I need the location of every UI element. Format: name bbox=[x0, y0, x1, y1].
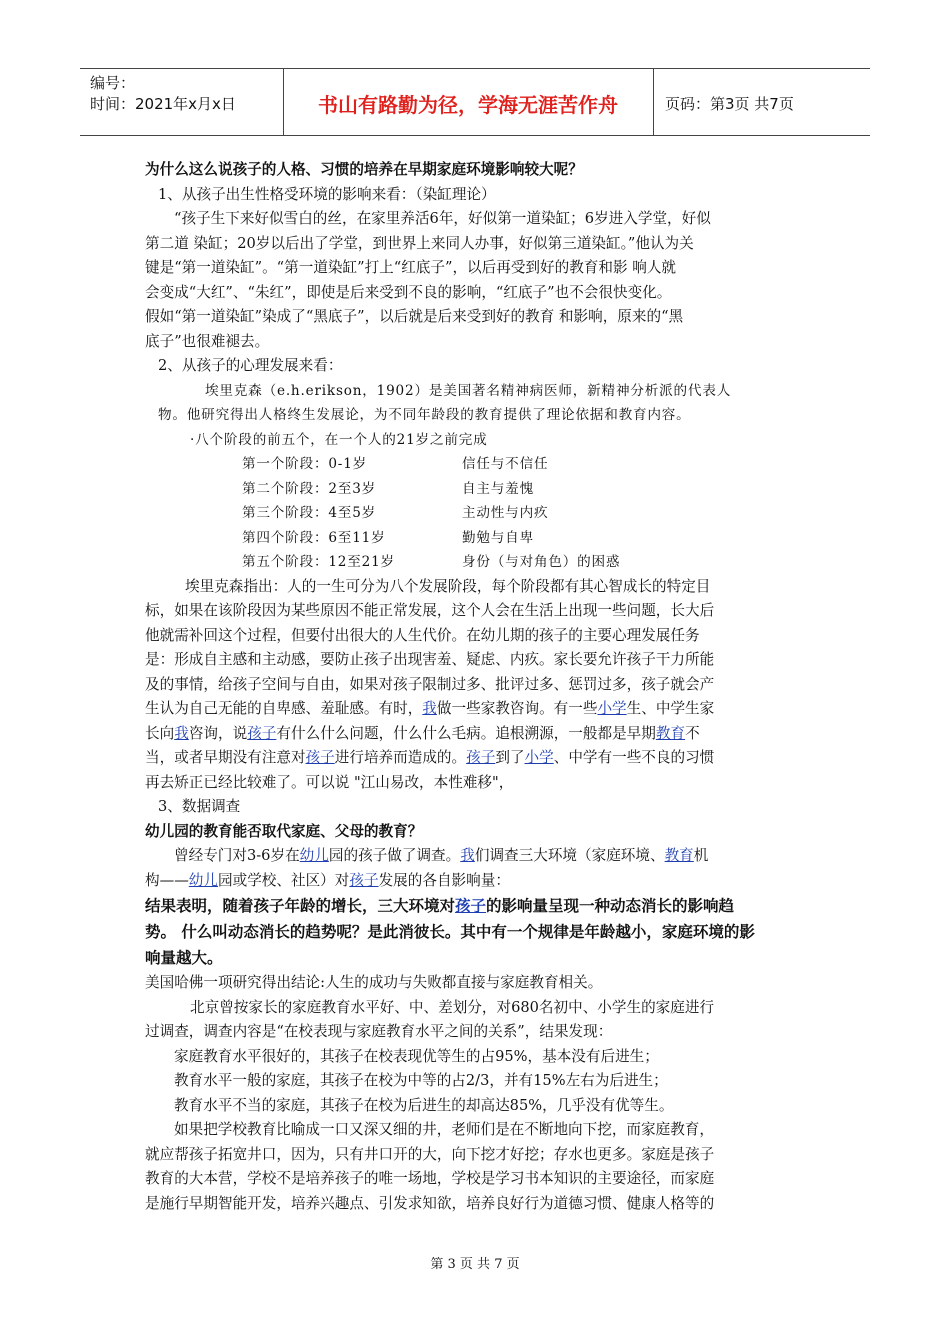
text-run: 园或学校、社区）对 bbox=[218, 871, 350, 889]
paragraph-line bbox=[145, 869, 810, 894]
link-youer[interactable]: 幼儿 bbox=[188, 871, 218, 889]
link-haizi[interactable]: 孩子 bbox=[247, 724, 277, 742]
paragraph-line bbox=[145, 746, 810, 771]
stage-desc: 主动性与内疚 bbox=[462, 505, 549, 521]
link-jiaoyu[interactable]: 教育 bbox=[655, 724, 686, 742]
paragraph-line: “孩子生下来好似雪白的丝，在家里养活6年，好似第一道染缸；6岁进入学堂，好似 bbox=[174, 210, 711, 227]
paragraph-line: 物。他研究得出人格终生发展论，为不同年龄段的教育提供了理论依据和教育内容。 bbox=[158, 407, 691, 423]
stage-label: 第二个阶段：2至3岁 bbox=[242, 480, 377, 497]
text-run: 发展的各自影响量： bbox=[378, 871, 510, 889]
paragraph-line: 会变成“大红”、“朱红”，即使是后来受到不良的影响，“红底子”也不会很快变化。 bbox=[145, 283, 672, 301]
paragraph-line: 假如“第一道染缸”染成了“黑底子”，以后就是后来受到好的教育 和影响，原来的“黑 bbox=[145, 308, 684, 325]
text-run: 园的孩子做了调查。 bbox=[328, 847, 461, 864]
link-wo[interactable]: 我 bbox=[422, 700, 437, 717]
stage-label: 第一个阶段：0-1岁 bbox=[242, 456, 368, 472]
paragraph-line bbox=[145, 844, 810, 869]
paragraph-line: 键是“第一道染缸”。“第一道染缸”打上“红底子”，以后再受到好的教育和影 响人就 bbox=[145, 259, 677, 276]
point-heading: 3、数据调查 bbox=[158, 798, 241, 815]
stage-desc: 勤勉与自卑 bbox=[462, 529, 534, 546]
stage-desc: 自主与羞愧 bbox=[462, 480, 534, 497]
link-wo[interactable]: 我 bbox=[174, 724, 189, 742]
section-question: 为什么这么说孩子的人格、习惯的培养在早期家庭环境影响较大呢？ bbox=[145, 161, 583, 178]
page-footer: 第 3 页 共 7 页 bbox=[430, 1257, 520, 1272]
text-run: 做一些家教咨询。有一些 bbox=[436, 700, 598, 717]
paragraph-line: 北京曾按家长的家庭教育水平好、中、差划分，对680名初中、小学生的家庭进行 bbox=[190, 998, 715, 1016]
stage-label: 第三个阶段：4至5岁 bbox=[242, 505, 377, 521]
paragraph-line: 第二道 染缸；20岁以后出了学堂，到世界上来同人办事，好似第三道染缸。”他认为关 bbox=[145, 234, 694, 252]
paragraph-line: 是施行早期智能开发，培养兴趣点、引发求知欲，培养良好行为道德习惯、健康人格等的 bbox=[145, 1194, 715, 1212]
text-run: 当，或者早期没有注意对 bbox=[145, 749, 306, 766]
section-question: 幼儿园的教育能否取代家庭、父母的教育？ bbox=[145, 822, 423, 840]
result-line bbox=[145, 893, 810, 919]
result-line: 响量越大。 bbox=[145, 949, 223, 967]
stage-row bbox=[145, 477, 810, 502]
text-run: 有什么什么问题，什么什么毛病。追根溯源，一般都是早期 bbox=[276, 724, 656, 742]
text-run: 生认为自己无能的自卑感、羞耻感。有时， bbox=[145, 700, 423, 717]
text-run: 咨询，说 bbox=[188, 724, 248, 742]
header-motto: 书山有路勤为径，学海无涯苦作舟 bbox=[318, 93, 618, 117]
link-haizi[interactable]: 孩子 bbox=[349, 871, 379, 889]
link-haizi[interactable]: 孩子 bbox=[466, 749, 496, 766]
paragraph-line: 及的事情，给孩子空间与自由，如果对孩子限制过多、批评过多、惩罚过多，孩子就会产 bbox=[145, 675, 715, 693]
link-haizi[interactable]: 孩子 bbox=[305, 749, 335, 766]
text-run: 构—— bbox=[145, 871, 189, 889]
paragraph-line: 就应帮孩子拓宽井口，因为，只有井口开的大，向下挖才好挖；存水也更多。家庭是孩子 bbox=[145, 1145, 715, 1163]
header-page-info: 页码：第3页 共7页 bbox=[665, 95, 794, 113]
paragraph-line: 如果把学校教育比喻成一口又深又细的井，老师们是在不断地向下挖，而家庭教育， bbox=[174, 1121, 714, 1138]
paragraph-line: 再去矫正已经比较难了。可以说 "江山易改，本性难移"， bbox=[145, 773, 514, 791]
link-jiaoyu[interactable]: 教育 bbox=[664, 847, 694, 864]
text-run: 长向 bbox=[145, 724, 175, 742]
text-run: 进行培养而造成的。 bbox=[334, 749, 467, 766]
paragraph-line: 埃里克森（e.h.erikson，1902）是美国著名精神病医师，新精神分析派的代表人 bbox=[205, 382, 732, 399]
stage-desc: 身份（与对角色）的困惑 bbox=[462, 554, 621, 570]
text-run: 们调查三大环境（家庭环境、 bbox=[474, 847, 665, 864]
document-date: 时间：2021年x月x日 bbox=[90, 95, 236, 113]
result-item: 家庭教育水平很好的，其孩子在校表现优等生的占95%，基本没有后进生； bbox=[174, 1047, 659, 1065]
text-run: 生、中学生家 bbox=[626, 700, 715, 717]
text-run: 不 bbox=[685, 724, 700, 742]
link-youer[interactable]: 幼儿 bbox=[299, 847, 329, 864]
paragraph-line bbox=[145, 697, 810, 722]
stage-row bbox=[145, 526, 810, 551]
point-heading: 2、从孩子的心理发展来看： bbox=[158, 357, 343, 374]
paragraph-line: 过调查，调查内容是“在校表现与家庭教育水平之间的关系”，结果发现： bbox=[145, 1023, 613, 1040]
stage-intro: ·八个阶段的前五个，在一个人的21岁之前完成 bbox=[190, 431, 488, 448]
text-run: 的影响量呈现一种动态消长的影响趋 bbox=[486, 897, 735, 915]
link-wo[interactable]: 我 bbox=[460, 847, 475, 864]
paragraph-line: 标，如果在该阶段因为某些原因不能正常发展，这个人会在生活上出现一些问题，长大后 bbox=[145, 602, 715, 619]
text-run: 到了 bbox=[495, 749, 525, 766]
link-haizi[interactable]: 孩子 bbox=[455, 897, 487, 915]
paragraph-line: 美国哈佛一项研究得出结论:人生的成功与失败都直接与家庭教育相关。 bbox=[145, 974, 603, 991]
document-body bbox=[145, 158, 810, 1216]
text-run: 曾经专门对3-6岁在 bbox=[174, 847, 300, 864]
header-divider bbox=[653, 69, 654, 135]
text-run: 结果表明，随着孩子年龄的增长，三大环境对 bbox=[145, 897, 456, 915]
paragraph-line: 底子”也很难褪去。 bbox=[145, 332, 270, 350]
stage-row bbox=[145, 452, 810, 477]
page-header bbox=[80, 68, 870, 136]
text-run: 、中学有一些不良的习惯 bbox=[553, 749, 715, 766]
stage-desc: 信任与不信任 bbox=[462, 456, 549, 472]
link-xiaoxue[interactable]: 小学 bbox=[597, 700, 627, 717]
stage-label: 第四个阶段：6至11岁 bbox=[242, 529, 386, 546]
header-meta bbox=[90, 73, 236, 115]
stage-label: 第五个阶段：12至21岁 bbox=[242, 554, 395, 570]
paragraph-line: 埃里克森指出：人的一生可分为八个发展阶段，每个阶段都有其心智成长的特定目 bbox=[185, 577, 711, 595]
paragraph-line: 他就需补回这个过程，但要付出很大的人生代价。在幼儿期的孩子的主要心理发展任务 bbox=[145, 626, 700, 644]
result-line: 势。 什么叫动态消长的趋势呢？是此消彼长。其中有一个规律是年龄越小，家庭环境的影 bbox=[145, 923, 755, 941]
result-item: 教育水平一般的家庭，其孩子在校为中等的占2/3，并有15%左右为后进生； bbox=[174, 1072, 668, 1089]
result-item: 教育水平不当的家庭，其孩子在校为后进生的却高达85%，几乎没有优等生。 bbox=[174, 1096, 674, 1114]
paragraph-line: 是：形成自主感和主动感，要防止孩子出现害羞、疑虑、内疚。家长要允许孩子干力所能 bbox=[145, 651, 715, 668]
stage-row bbox=[145, 501, 810, 526]
paragraph-line bbox=[145, 722, 810, 747]
document-number: 编号： bbox=[90, 74, 136, 92]
link-xiaoxue[interactable]: 小学 bbox=[524, 749, 554, 766]
text-run: 机 bbox=[693, 847, 709, 864]
stage-row bbox=[145, 550, 810, 575]
point-heading: 1、从孩子出生性格受环境的影响来看：（染缸理论） bbox=[158, 185, 496, 203]
paragraph-line: 教育的大本营，学校不是培养孩子的唯一场地，学校是学习书本知识的主要途径，而家庭 bbox=[145, 1170, 715, 1187]
